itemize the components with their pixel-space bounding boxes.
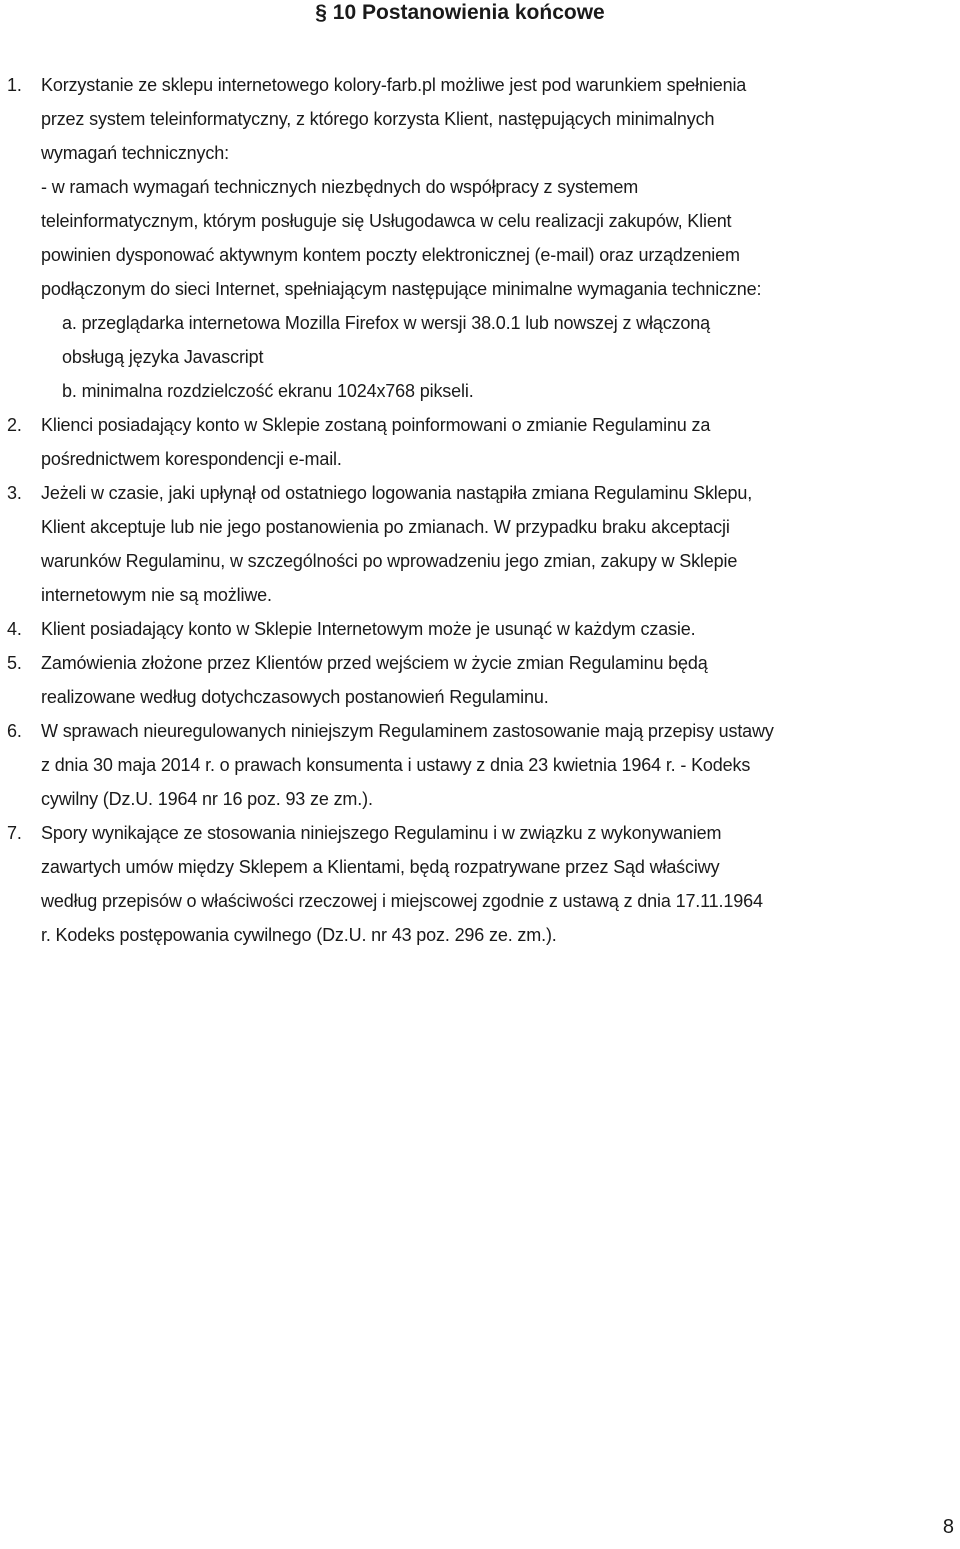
item-number: 4. (7, 619, 22, 639)
item-line: powinien dysponować aktywnym kontem poczty elektronicznej (e-mail) oraz urządzeniem (41, 245, 740, 265)
item-number: 5. (7, 653, 22, 673)
item-line: wymagań technicznych: (41, 143, 229, 163)
item-number: 1. (7, 75, 22, 95)
item-line: cywilny (Dz.U. 1964 nr 16 poz. 93 ze zm.). (41, 789, 373, 809)
item-line: Jeżeli w czasie, jaki upłynął od ostatniego logowania nastąpiła zmiana Regulaminu Sklepu, (41, 483, 753, 503)
item-line: r. Kodeks postępowania cywilnego (Dz.U. nr 43 poz. 296 ze. zm.). (41, 925, 557, 945)
list-item (0, 408, 950, 476)
item-line: teleinformatycznym, którym posługuje się Usługodawca w celu realizacji zakupów, Klient (41, 211, 732, 231)
list-item (0, 714, 950, 816)
sub-item-line: obsługą języka Javascript (62, 347, 264, 367)
sub-item-line: a. przeglądarka internetowa Mozilla Firefox w wersji 38.0.1 lub nowszej z włączoną (62, 313, 711, 333)
item-line: zawartych umów między Sklepem a Klientami, będą rozpatrywane przez Sąd właściwy (41, 857, 720, 877)
item-number: 6. (7, 721, 22, 741)
list-item (0, 476, 950, 612)
item-line: pośrednictwem korespondencji e-mail. (41, 449, 342, 469)
item-line: Spory wynikające ze stosowania niniejszego Regulaminu i w związku z wykonywaniem (41, 823, 722, 843)
item-line: internetowym nie są możliwe. (41, 585, 272, 605)
item-line: W sprawach nieuregulowanych niniejszym Regulaminem zastosowanie mają przepisy ustawy (41, 721, 774, 741)
item-line: Klient posiadający konto w Sklepie Internetowym może je usunąć w każdym czasie. (41, 619, 696, 639)
provisions-list (0, 68, 950, 952)
item-line: podłączonym do sieci Internet, spełniającym następujące minimalne wymagania techniczne: (41, 279, 762, 299)
item-line: Klienci posiadający konto w Sklepie zostaną poinformowani o zmianie Regulaminu za (41, 415, 711, 435)
item-number: 3. (7, 483, 22, 503)
item-line: Korzystanie ze sklepu internetowego kolory-farb.pl możliwe jest pod warunkiem spełnienia (41, 75, 747, 95)
item-line: warunków Regulaminu, w szczególności po wprowadzeniu jego zmian, zakupy w Sklepie (41, 551, 738, 571)
item-number: 7. (7, 823, 22, 843)
item-line: według przepisów o właściwości rzeczowej i miejscowej zgodnie z ustawą z dnia 17.11.1964 (41, 891, 763, 911)
list-item (0, 816, 950, 952)
list-item (0, 646, 950, 714)
list-item (0, 68, 950, 408)
item-line: przez system teleinformatyczny, z którego korzysta Klient, następujących minimalnych (41, 109, 715, 129)
sub-item-line: b. minimalna rozdzielczość ekranu 1024x768 pikseli. (62, 381, 474, 401)
list-item (0, 612, 950, 646)
item-number: 2. (7, 415, 22, 435)
section-heading: § 10 Postanowienia końcowe (315, 1, 605, 24)
page-number: 8 (942, 1516, 954, 1538)
item-line: Klient akceptuje lub nie jego postanowienia po zmianach. W przypadku braku akceptacji (41, 517, 730, 537)
item-line: realizowane według dotychczasowych postanowień Regulaminu. (41, 687, 549, 707)
item-line: - w ramach wymagań technicznych niezbędnych do współpracy z systemem (41, 177, 639, 197)
item-line: z dnia 30 maja 2014 r. o prawach konsumenta i ustawy z dnia 23 kwietnia 1964 r. - Kodeks (41, 755, 751, 775)
item-line: Zamówienia złożone przez Klientów przed wejściem w życie zmian Regulaminu będą (41, 653, 708, 673)
